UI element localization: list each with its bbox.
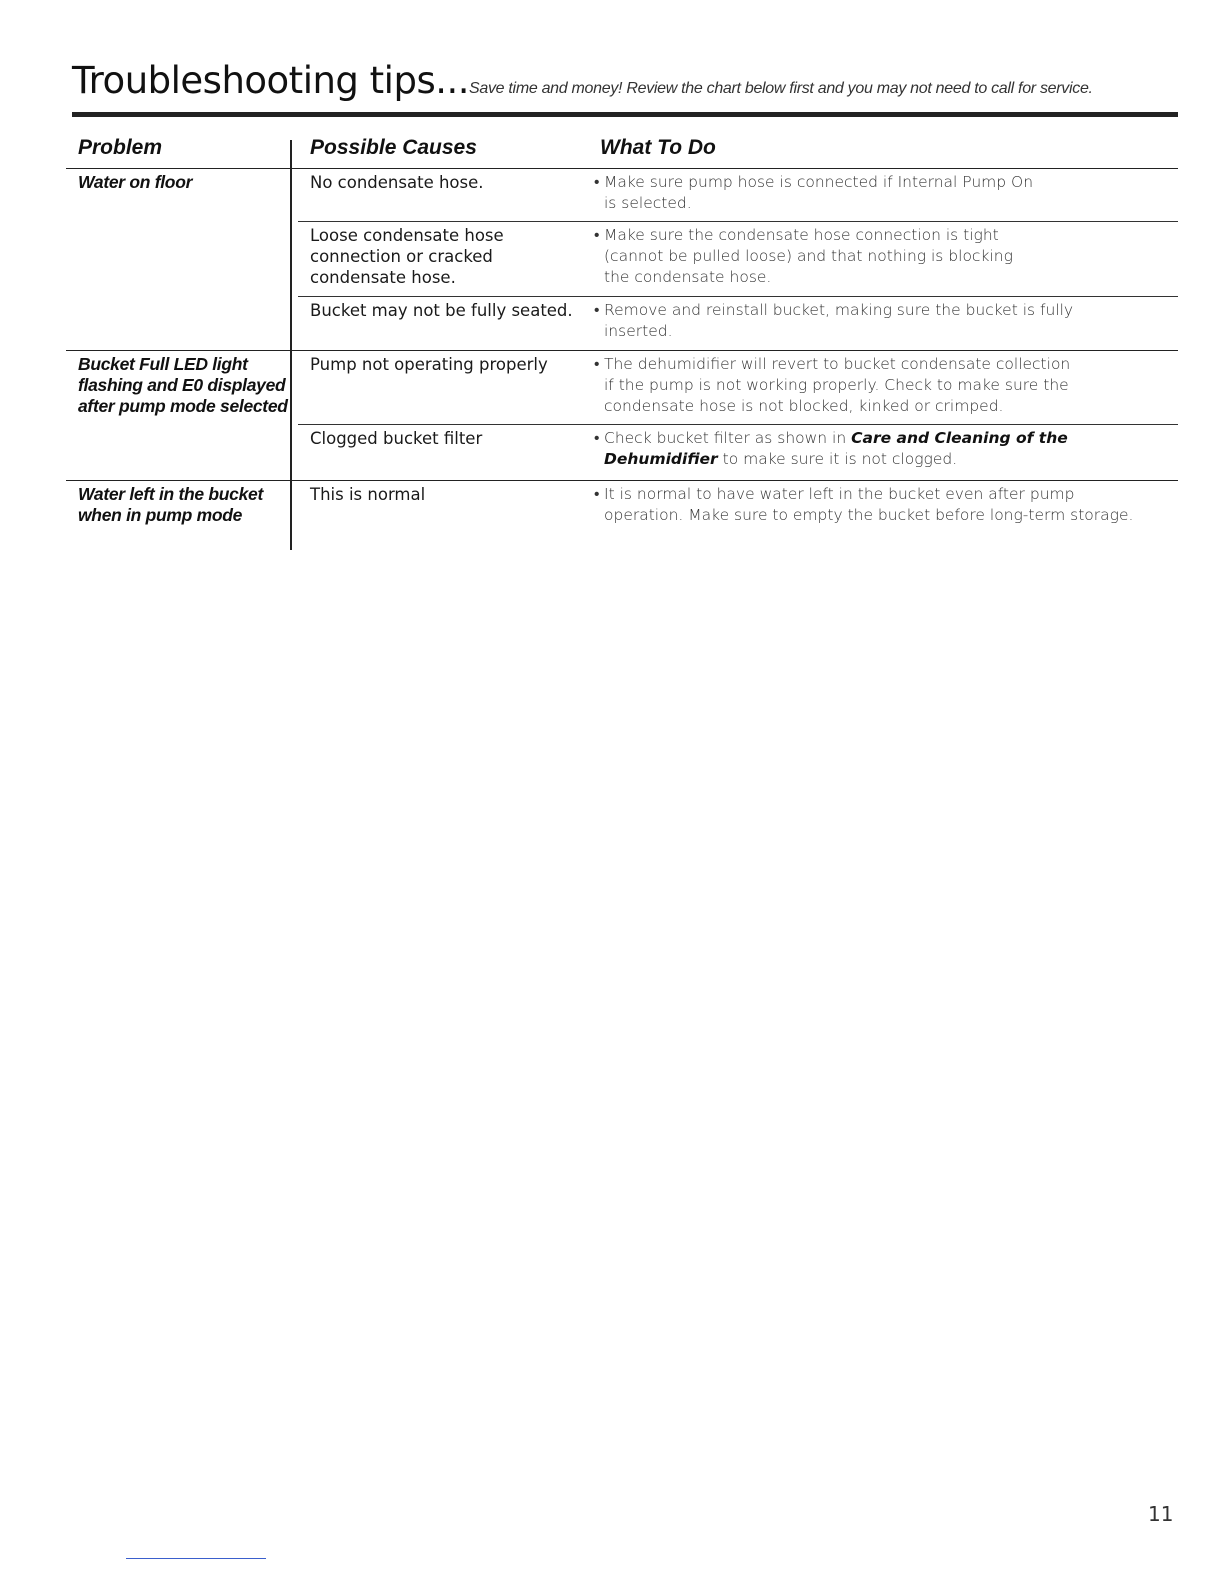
todo-cell <box>594 428 1184 470</box>
table-group <box>66 481 1178 543</box>
manual-section-reference: Care and Cleaning of the <box>851 429 1068 447</box>
todo-text: Check bucket filter as shown in <box>604 429 852 447</box>
todo-cell <box>594 172 1184 214</box>
table-row <box>298 481 1178 543</box>
table-header <box>66 128 1178 169</box>
todo-text: to make sure it is not clogged. <box>717 450 958 468</box>
todo-line: Remove and reinstall bucket, making sure the bucket is fully <box>604 301 1074 319</box>
cause-cell: No condensate hose. <box>310 173 484 192</box>
bullet-icon: • <box>594 485 600 503</box>
decorative-link-line <box>126 1558 266 1559</box>
cause-cell: Pump not operating properly <box>310 355 548 374</box>
page-number: 11 <box>1148 1502 1174 1526</box>
page-subtitle: Save time and money! Review the chart below first and you may not need to call for service. <box>469 80 1093 97</box>
todo-line: Make sure pump hose is connected if Internal Pump On <box>604 173 1034 191</box>
cause-cell: Bucket may not be fully seated. <box>310 301 573 320</box>
manual-section-reference: Dehumidifier <box>604 450 718 468</box>
todo-line: (cannot be pulled loose) and that nothing is blocking <box>604 247 1013 265</box>
bullet-icon: • <box>594 355 600 373</box>
problem-cell: Water on floor <box>78 172 193 192</box>
todo-line: if the pump is not working properly. Check to make sure the <box>604 376 1069 394</box>
title-line <box>72 59 1178 102</box>
todo-line: operation. Make sure to empty the bucket before long-term storage. <box>604 506 1134 524</box>
header-problem: Problem <box>78 136 163 159</box>
todo-line: is selected. <box>604 194 692 212</box>
table-row <box>298 221 1178 296</box>
todo-cell <box>594 225 1184 288</box>
table-group <box>66 351 1178 481</box>
bullet-icon: • <box>594 173 600 191</box>
problem-cell: Bucket Full LED light flashing and E0 displayed after pump mode selected <box>78 354 288 416</box>
title-rule <box>72 112 1178 117</box>
page-title: Troubleshooting tips... <box>72 59 469 102</box>
todo-line: It is normal to have water left in the bucket even after pump <box>604 485 1075 503</box>
table-row <box>298 351 1178 424</box>
bullet-icon: • <box>594 429 600 447</box>
cause-cell: Loose condensate hose connection or cracked condensate hose. <box>310 226 504 287</box>
todo-line: condensate hose is not blocked, kinked or crimped. <box>604 397 1004 415</box>
table-row <box>298 424 1178 480</box>
todo-cell <box>594 354 1184 417</box>
table-row <box>298 169 1178 221</box>
troubleshooting-table <box>66 128 1178 543</box>
todo-cell <box>594 300 1184 342</box>
todo-cell <box>594 484 1184 526</box>
cause-cell: This is normal <box>310 485 426 504</box>
problem-cell: Water left in the bucket when in pump mode <box>78 484 264 525</box>
bullet-icon: • <box>594 301 600 319</box>
todo-line: inserted. <box>604 322 673 340</box>
todo-line: the condensate hose. <box>604 268 772 286</box>
header-todo: What To Do <box>600 136 716 159</box>
page-header <box>72 59 1178 102</box>
todo-line: The dehumidifier will revert to bucket condensate collection <box>604 355 1071 373</box>
header-causes: Possible Causes <box>310 136 477 159</box>
bullet-icon: • <box>594 226 600 244</box>
cause-cell: Clogged bucket filter <box>310 429 483 448</box>
todo-line: Make sure the condensate hose connection is tight <box>604 226 999 244</box>
table-row <box>298 296 1178 350</box>
table-group <box>66 169 1178 351</box>
